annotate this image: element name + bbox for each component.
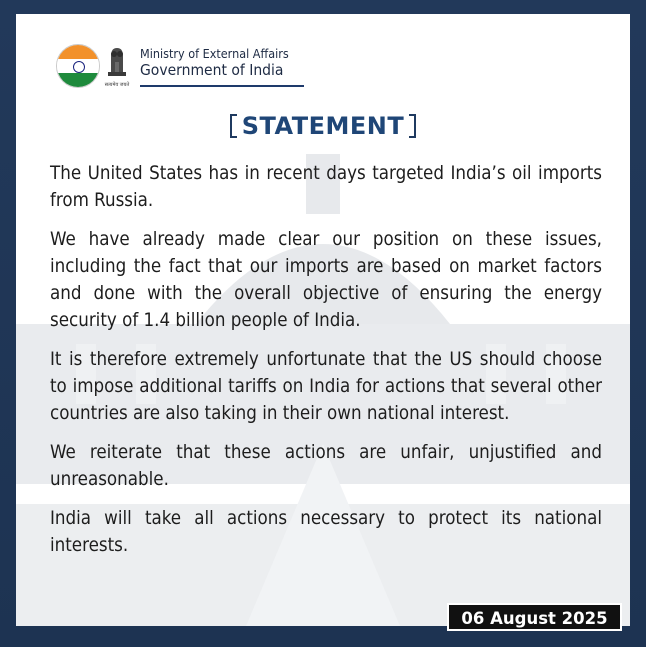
national-emblem-icon (102, 42, 132, 90)
paragraph-5: India will take all actions necessary to protect its national interests. (50, 508, 602, 556)
paragraph-1: The United States has in recent days targeted India’s oil imports from Russia. (50, 163, 602, 211)
ministry-line2: Government of India (140, 61, 284, 79)
ministry-header (56, 42, 376, 92)
emblem-motto: सत्यमेव जयते (104, 82, 130, 88)
statement-body (50, 160, 602, 571)
paragraph-3: It is therefore extremely unfortunate that the US should choose to impose additional tariffs on India for actions that several other countries are also taking in their own national interest. (50, 349, 602, 424)
title-area (16, 110, 630, 142)
ministry-line1: Ministry of External Affairs (140, 46, 289, 61)
header-underline (140, 85, 304, 87)
date-badge: 06 August 2025 (447, 603, 622, 631)
statement-title: STATEMENT (236, 110, 411, 142)
india-flag-icon (56, 44, 100, 88)
statement-card (16, 14, 630, 626)
paragraph-4: We reiterate that these actions are unfair, unjustified and unreasonable. (50, 442, 602, 490)
paragraph-2: We have already made clear our position on these issues, including the fact that our imports are based on market factors and done with the overall objective of ensuring the energy security of 1.4 billion people of India. (50, 229, 602, 331)
ministry-name (140, 46, 380, 80)
